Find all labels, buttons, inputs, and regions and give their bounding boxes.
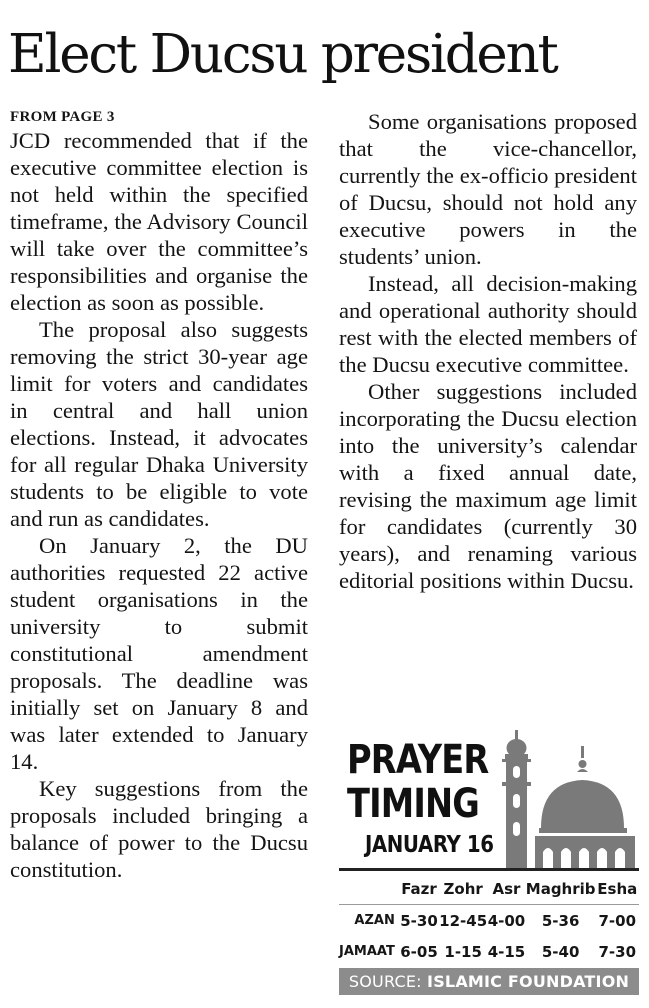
paragraph: JCD recommended that if the executive committee election is not held within the specified timeframe, the Advisory Council will take over the committee’s responsibilities and organise the election as soon as possible.	[10, 128, 308, 315]
article-column-right	[339, 108, 637, 594]
prayer-timing-box	[339, 726, 639, 998]
prayer-table-header	[339, 874, 639, 905]
article-column-left	[10, 108, 308, 883]
time-cell: 4-15	[487, 942, 526, 961]
headline: Elect Ducsu president	[8, 24, 557, 85]
table-row-jamaat	[339, 936, 639, 967]
table-row-azan	[339, 905, 639, 937]
prayer-date: JANUARY 16	[365, 832, 494, 858]
row-label: JAMAAT	[339, 944, 395, 959]
paragraph: Instead, all decision-making and operational authority should rest with the elected members of the Ducsu executive committee.	[339, 271, 637, 377]
paragraph: The proposal also suggests removing the strict 30-year age limit for voters and candidates in central and hall union elections. Instead, it advocates for all regular Dhaka University students to be eligible to vote and run as candidates.	[10, 317, 308, 531]
prayer-title	[347, 737, 489, 827]
time-cell: 4-00	[487, 905, 526, 937]
paragraph: Other suggestions included incorporating the Ducsu election into the university’s calendar with a fixed annual date, revising the maximum age limit for candidates (currently 30 years), and renaming various editorial positions within Ducsu.	[339, 379, 637, 593]
time-cell: 5-36	[526, 905, 596, 937]
mosque-icon	[491, 726, 639, 870]
prayer-title-line1: PRAYER	[347, 737, 489, 783]
time-cell: 12-45	[439, 905, 487, 937]
prayer-table	[339, 874, 639, 967]
header-spacer	[339, 874, 399, 905]
source-bar	[339, 968, 639, 995]
col-asr: Asr	[492, 880, 521, 898]
from-page-label: FROM PAGE 3	[10, 109, 115, 125]
col-fazr: Fazr	[401, 880, 437, 898]
time-cell: 7-00	[596, 905, 639, 937]
time-cell: 5-30	[399, 905, 439, 937]
paragraph: On January 2, the DU authorities requested 22 active student organisations in the university to submit constitutional amendment proposals. The deadline was initially set on January 8 and was later extended to January 14.	[10, 533, 308, 774]
source-name: ISLAMIC FOUNDATION	[427, 972, 630, 991]
time-cell: 5-40	[541, 942, 580, 961]
col-esha: Esha	[597, 880, 638, 898]
time-cell: 1-15	[444, 942, 482, 961]
row-label: AZAN	[339, 905, 399, 937]
time-cell: 7-30	[598, 942, 637, 961]
col-maghrib: Maghrib	[525, 880, 596, 898]
prayer-title-line2: TIMING	[347, 781, 480, 827]
paragraph: Key suggestions from the proposals included bringing a balance of power to the Ducsu constitution.	[10, 776, 308, 882]
divider	[339, 868, 639, 871]
source-label: SOURCE:	[348, 972, 422, 991]
time-cell: 6-05	[400, 942, 438, 961]
col-zohr: Zohr	[443, 880, 483, 898]
paragraph: Some organisations proposed that the vice-chancellor, currently the ex-officio president of Ducsu, should not hold any executive powers in the students’ union.	[339, 109, 637, 269]
